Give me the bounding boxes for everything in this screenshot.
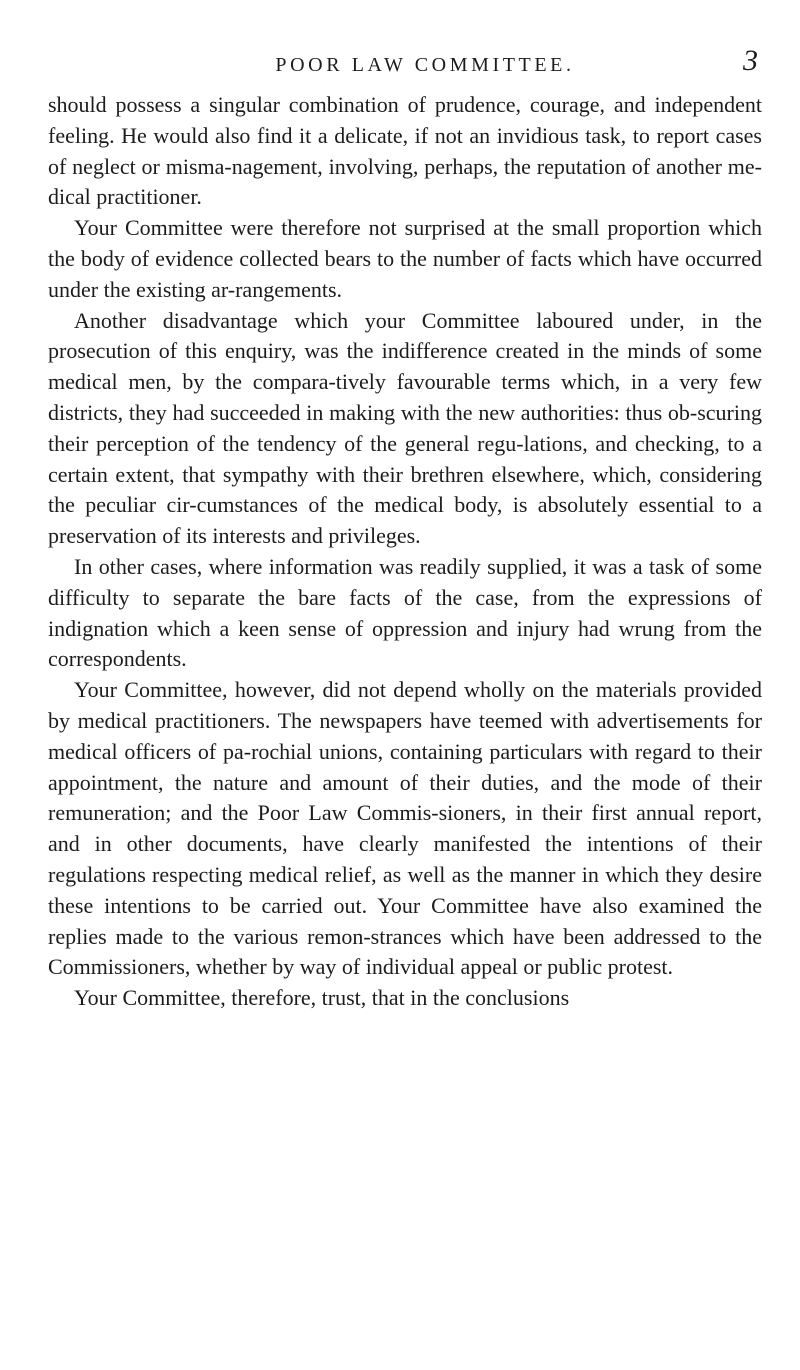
paragraph: In other cases, where information was readily supplied, it was a task of some difficulty to separate the bare facts of the case, from the expressions of indignation which a keen sense of oppression and injury had wrung from the correspondents. xyxy=(48,553,762,672)
paragraph: Your Committee were therefore not surprised at the small proportion which the body of evidence collected bears to the number of facts which have occurred under the existing ar-rangements. xyxy=(48,215,762,302)
running-head xyxy=(48,44,762,84)
body-text xyxy=(48,90,762,1014)
paragraph: Your Committee, however, did not depend wholly on the materials provided by medical practitioners. The newspapers have teemed with advertisements for medical officers of pa-rochial unions, containing particulars with regard to their appointment, the nature and amount of their duties, and the mode of their remuneration; and the Poor Law Commis-sioners, in their first annual report, and in other documents, have clearly manifested the intentions of their regulations respecting medical relief, as well as the manner in which they desire these intentions to be carried out. Your Committee have also examined the replies made to the various remon-strances which have been addressed to the Commissioners, whether by way of individual appeal or public protest. xyxy=(48,677,762,980)
paragraph-continuation: should possess a singular combination of prudence, courage, and independent feeling. He would also find it a delicate, if not an invidious task, to report cases of neglect or misma-nagement, involving, perhaps, the reputation of another me-dical practitioner. xyxy=(48,92,762,210)
running-title: POOR LAW COMMITTEE. xyxy=(275,54,575,76)
page-number: 3 xyxy=(743,44,758,77)
paragraph: Your Committee, therefore, trust, that in the conclusions xyxy=(74,985,570,1011)
paragraph: Another disadvantage which your Committee laboured under, in the prosecution of this enquiry, was the indifference created in the minds of some medical men, by the compara-tively favourable terms which, in a very few districts, they had succeeded in making with the new authorities: thus ob-scuring their perception of the tendency of the general regu-lations, and checking, to a certain extent, that sympathy with their brethren elsewhere, which, considering the peculiar cir-cumstances of the medical body, is absolutely essential to a preservation of its interests and privileges. xyxy=(48,307,762,549)
